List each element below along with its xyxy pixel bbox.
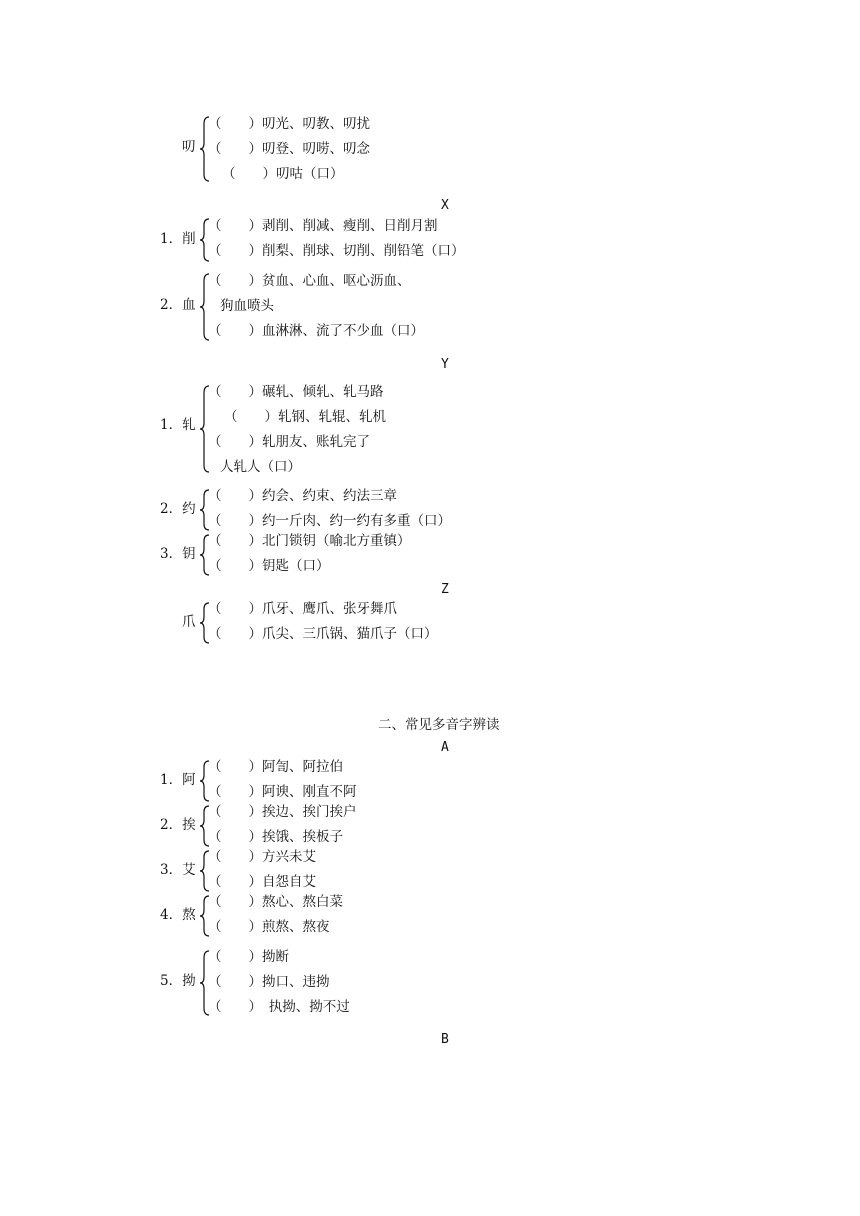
entry-head: 3．艾	[160, 862, 196, 878]
entry-head: 2．约	[160, 501, 196, 517]
entry-head: 5．拗	[160, 973, 196, 989]
entry-line: （ ）拗口、违拗	[208, 974, 330, 990]
letter-heading: Y	[441, 357, 449, 372]
entry-line: （ ）阿訇、阿拉伯	[208, 759, 343, 775]
entry-line: （ ）约一斤肉、约一约有多重（口）	[208, 513, 451, 529]
entry-head: 爪	[182, 614, 196, 630]
entry-line: （ ）钥匙（口）	[208, 558, 330, 574]
entry-line: （ ）煎熬、熬夜	[208, 919, 330, 935]
entry-line: （ ）方兴未艾	[208, 849, 316, 865]
entry-line: （ ）血淋淋、流了不少血（口）	[208, 323, 424, 339]
entry-head: 2．挨	[160, 817, 196, 833]
entry-line: （ ）叨咕（口）	[222, 166, 344, 182]
letter-heading: B	[441, 1032, 449, 1047]
entry-line: （ ）挨饿、挨板子	[208, 829, 343, 845]
entry-line: （ ）挨边、挨门挨户	[208, 804, 357, 820]
entry-line: （ ）轧钢、轧辊、轧机	[224, 409, 386, 425]
entry-line: （ ）爪尖、三爪锅、猫爪子（口）	[208, 626, 438, 642]
entry-line: （ ）轧朋友、账轧完了	[208, 434, 370, 450]
entry-line: 人轧人（口）	[220, 459, 301, 475]
entry-line: （ ）阿谀、刚直不阿	[208, 784, 357, 800]
entry-line: （ ）爪牙、鹰爪、张牙舞爪	[208, 601, 397, 617]
entry-line: （ ）削梨、削球、切削、削铅笔（口）	[208, 243, 465, 259]
entry-head: 1．削	[160, 231, 196, 247]
letter-heading: A	[441, 740, 449, 755]
entry-line: （ ）约会、约束、约法三章	[208, 488, 397, 504]
entry-line: （ ）自怨自艾	[208, 874, 316, 890]
entry-line: （ ） 执拗、拗不过	[208, 999, 350, 1015]
entry-line: （ ）叨登、叨唠、叨念	[208, 141, 370, 157]
entry-head: 1．轧	[160, 417, 196, 433]
entry-head: 叨	[182, 139, 196, 155]
section-heading: 二、常见多音字辨读	[378, 717, 500, 733]
entry-head: 3．钥	[160, 546, 196, 562]
entry-line: （ ）北门锁钥（喻北方重镇）	[208, 533, 411, 549]
entry-line: （ ）熬心、熬白菜	[208, 894, 343, 910]
entry-line: （ ）碾轧、倾轧、轧马路	[208, 384, 384, 400]
letter-heading: X	[441, 198, 449, 213]
letter-heading: Z	[441, 582, 449, 597]
entry-head: 4．熬	[160, 907, 196, 923]
entry-head: 2．血	[160, 297, 196, 313]
entry-line: （ ）拗断	[208, 949, 289, 965]
entry-head: 1．阿	[160, 772, 196, 788]
entry-line: 狗血喷头	[220, 298, 274, 314]
entry-line: （ ）叨光、叨教、叨扰	[208, 116, 370, 132]
entry-line: （ ）剥削、削减、瘦削、日削月割	[208, 218, 438, 234]
entry-line: （ ）贫血、心血、呕心沥血、	[208, 273, 411, 289]
